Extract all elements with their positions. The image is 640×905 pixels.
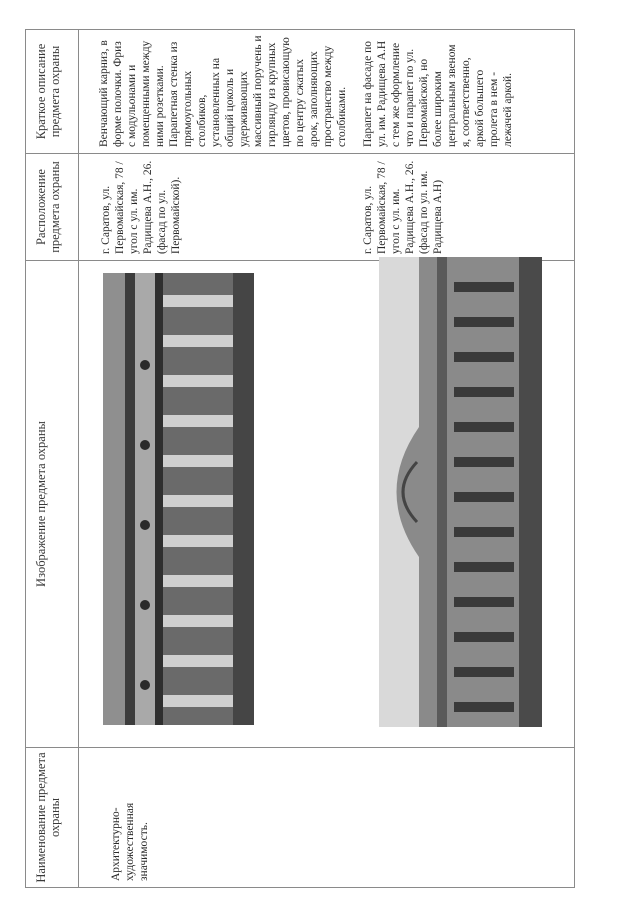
header-name: Наименование предмета охраны — [34, 752, 62, 883]
header-image: Изображение предмета охраны — [34, 421, 48, 587]
protection-subject-table — [25, 29, 575, 888]
location-2: г. Саратов, ул. Первомайская, 78 / угол с ул. им. Радищева А.Н., 26. (фасад по ул. им. Радищева А.Н) — [362, 160, 444, 254]
location-1: г. Саратов, ул. Первомайская, 78 / угол с ул. им. Радищева А.Н., 26. (фасад по ул. Первомайской). — [100, 160, 182, 254]
description-2: Парапет на фасаде по ул. им. Радищева А.Н с тем же оформление что и парапет по ул. Первомайской, но более широким центральным звеном я, соответственно, аркой большего пролета в нем - лежачей аркой. — [362, 40, 514, 147]
header-description: Краткое описание предмета охраны — [34, 43, 62, 140]
image-cell — [79, 261, 575, 748]
header-description-cell — [26, 30, 79, 154]
photo-cornice-parapet — [103, 273, 254, 725]
description-1: Венчающий карниз, в форме полочки. Фриз с модульонами и помещенными между ними розетками. Парапетная стенка из прямоугольных столбиков, установленных на общий цоколь и удерживающих массивный поручень и гирлянду из крупных цветов, провисающую по центру сжатых арок, заполняющих пространство между столбиками. — [98, 35, 348, 147]
header-name-cell — [26, 748, 79, 888]
header-image-cell — [26, 261, 79, 748]
header-location: Расположение предмета охраны — [34, 161, 62, 253]
description-cell — [79, 30, 575, 154]
protection-subject-name: Архитектурно-художественная значимость. — [110, 802, 150, 881]
header-location-cell — [26, 154, 79, 261]
rotated-table-sheet — [25, 30, 575, 888]
name-cell — [79, 748, 575, 888]
photo-parapet-arch — [379, 257, 542, 727]
table-row — [79, 30, 575, 888]
location-cell — [79, 154, 575, 261]
table-header-row — [26, 30, 79, 888]
